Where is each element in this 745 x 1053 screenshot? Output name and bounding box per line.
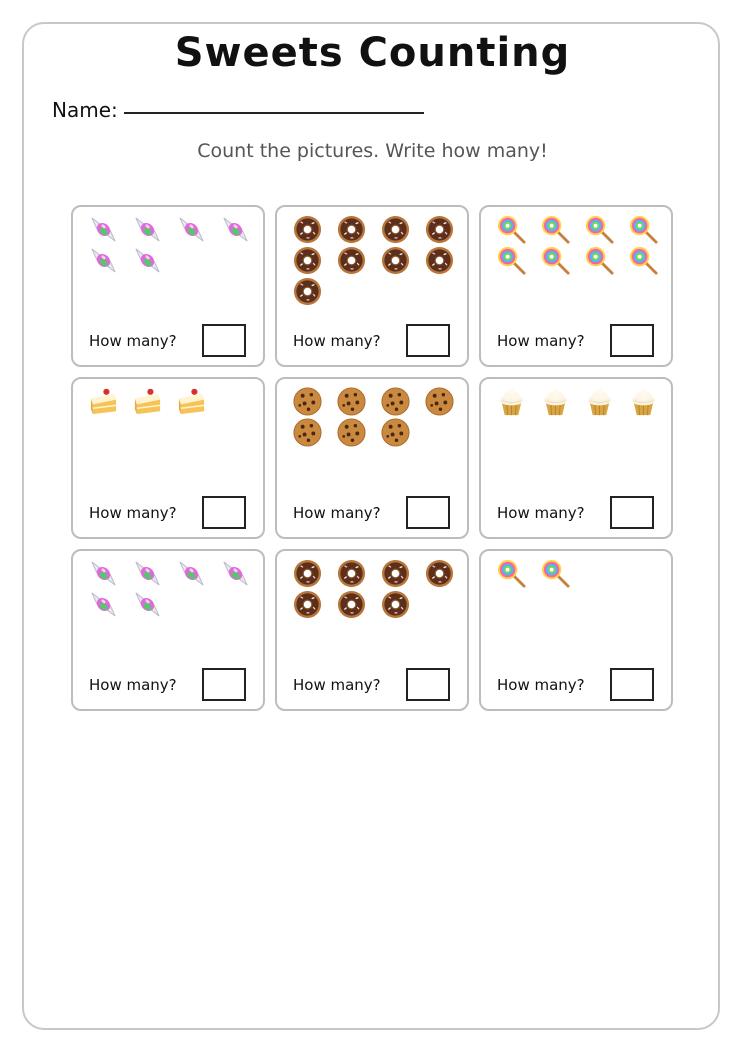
candy-icon (132, 589, 163, 620)
donut-icon (292, 214, 323, 245)
donut-icon (336, 245, 367, 276)
how-many-label: How many? (293, 676, 381, 694)
donut-icon (336, 214, 367, 245)
donut-icon (380, 558, 411, 589)
answer-box[interactable] (202, 668, 246, 701)
cookie-icon (336, 417, 367, 448)
candy-icon (220, 214, 251, 245)
how-many-label: How many? (497, 504, 585, 522)
counting-card (275, 549, 469, 711)
answer-box[interactable] (202, 496, 246, 529)
counting-card (71, 205, 265, 367)
donut-icon (292, 589, 323, 620)
cupcake-icon (628, 386, 659, 417)
lollipop-icon (540, 245, 571, 276)
sweets-group (292, 558, 462, 620)
cookie-icon (380, 386, 411, 417)
candy-icon (176, 558, 207, 589)
how-many-label: How many? (293, 504, 381, 522)
answer-box[interactable] (406, 496, 450, 529)
candy-icon (132, 245, 163, 276)
candy-icon (176, 214, 207, 245)
candy-icon (88, 589, 119, 620)
answer-box[interactable] (406, 324, 450, 357)
page-title: Sweets Counting (174, 30, 571, 76)
lollipop-icon (628, 214, 659, 245)
cake-slice-icon (88, 386, 119, 417)
cookie-icon (292, 386, 323, 417)
cupcake-icon (584, 386, 615, 417)
cake-slice-icon (176, 386, 207, 417)
donut-icon (380, 589, 411, 620)
lollipop-icon (540, 558, 571, 589)
candy-icon (88, 214, 119, 245)
answer-box[interactable] (610, 324, 654, 357)
donut-icon (424, 558, 455, 589)
candy-icon (132, 214, 163, 245)
counting-card (479, 549, 673, 711)
instructions: Count the pictures. Write how many! (197, 140, 548, 162)
cupcake-icon (496, 386, 527, 417)
cookie-icon (424, 386, 455, 417)
donut-icon (292, 245, 323, 276)
donut-icon (292, 558, 323, 589)
counting-card (479, 377, 673, 539)
donut-icon (380, 214, 411, 245)
sweets-group (292, 214, 462, 307)
sweets-group (292, 386, 462, 448)
name-write-line[interactable] (124, 112, 424, 114)
how-many-label: How many? (89, 504, 177, 522)
cookie-icon (380, 417, 411, 448)
how-many-label: How many? (293, 332, 381, 350)
how-many-label: How many? (497, 332, 585, 350)
donut-icon (424, 214, 455, 245)
answer-box[interactable] (610, 668, 654, 701)
sweets-group (88, 214, 258, 276)
name-field[interactable] (52, 98, 424, 122)
how-many-label: How many? (89, 332, 177, 350)
lollipop-icon (584, 245, 615, 276)
donut-icon (380, 245, 411, 276)
cupcake-icon (540, 386, 571, 417)
sweets-group (88, 386, 258, 417)
lollipop-icon (496, 558, 527, 589)
counting-card (479, 205, 673, 367)
candy-icon (88, 245, 119, 276)
answer-box[interactable] (406, 668, 450, 701)
lollipop-icon (584, 214, 615, 245)
counting-card (275, 205, 469, 367)
how-many-label: How many? (89, 676, 177, 694)
sweets-group (496, 558, 666, 589)
name-label: Name: (52, 98, 118, 122)
sweets-group (496, 214, 666, 276)
donut-icon (336, 589, 367, 620)
cookie-icon (336, 386, 367, 417)
candy-icon (88, 558, 119, 589)
sweets-group (496, 386, 666, 417)
answer-box[interactable] (610, 496, 654, 529)
counting-card (275, 377, 469, 539)
donut-icon (424, 245, 455, 276)
how-many-label: How many? (497, 676, 585, 694)
lollipop-icon (540, 214, 571, 245)
donut-icon (292, 276, 323, 307)
answer-box[interactable] (202, 324, 246, 357)
donut-icon (336, 558, 367, 589)
cake-slice-icon (132, 386, 163, 417)
lollipop-icon (496, 245, 527, 276)
sweets-group (88, 558, 258, 620)
cookie-icon (292, 417, 323, 448)
lollipop-icon (628, 245, 659, 276)
candy-icon (220, 558, 251, 589)
counting-card (71, 377, 265, 539)
candy-icon (132, 558, 163, 589)
lollipop-icon (496, 214, 527, 245)
counting-card (71, 549, 265, 711)
